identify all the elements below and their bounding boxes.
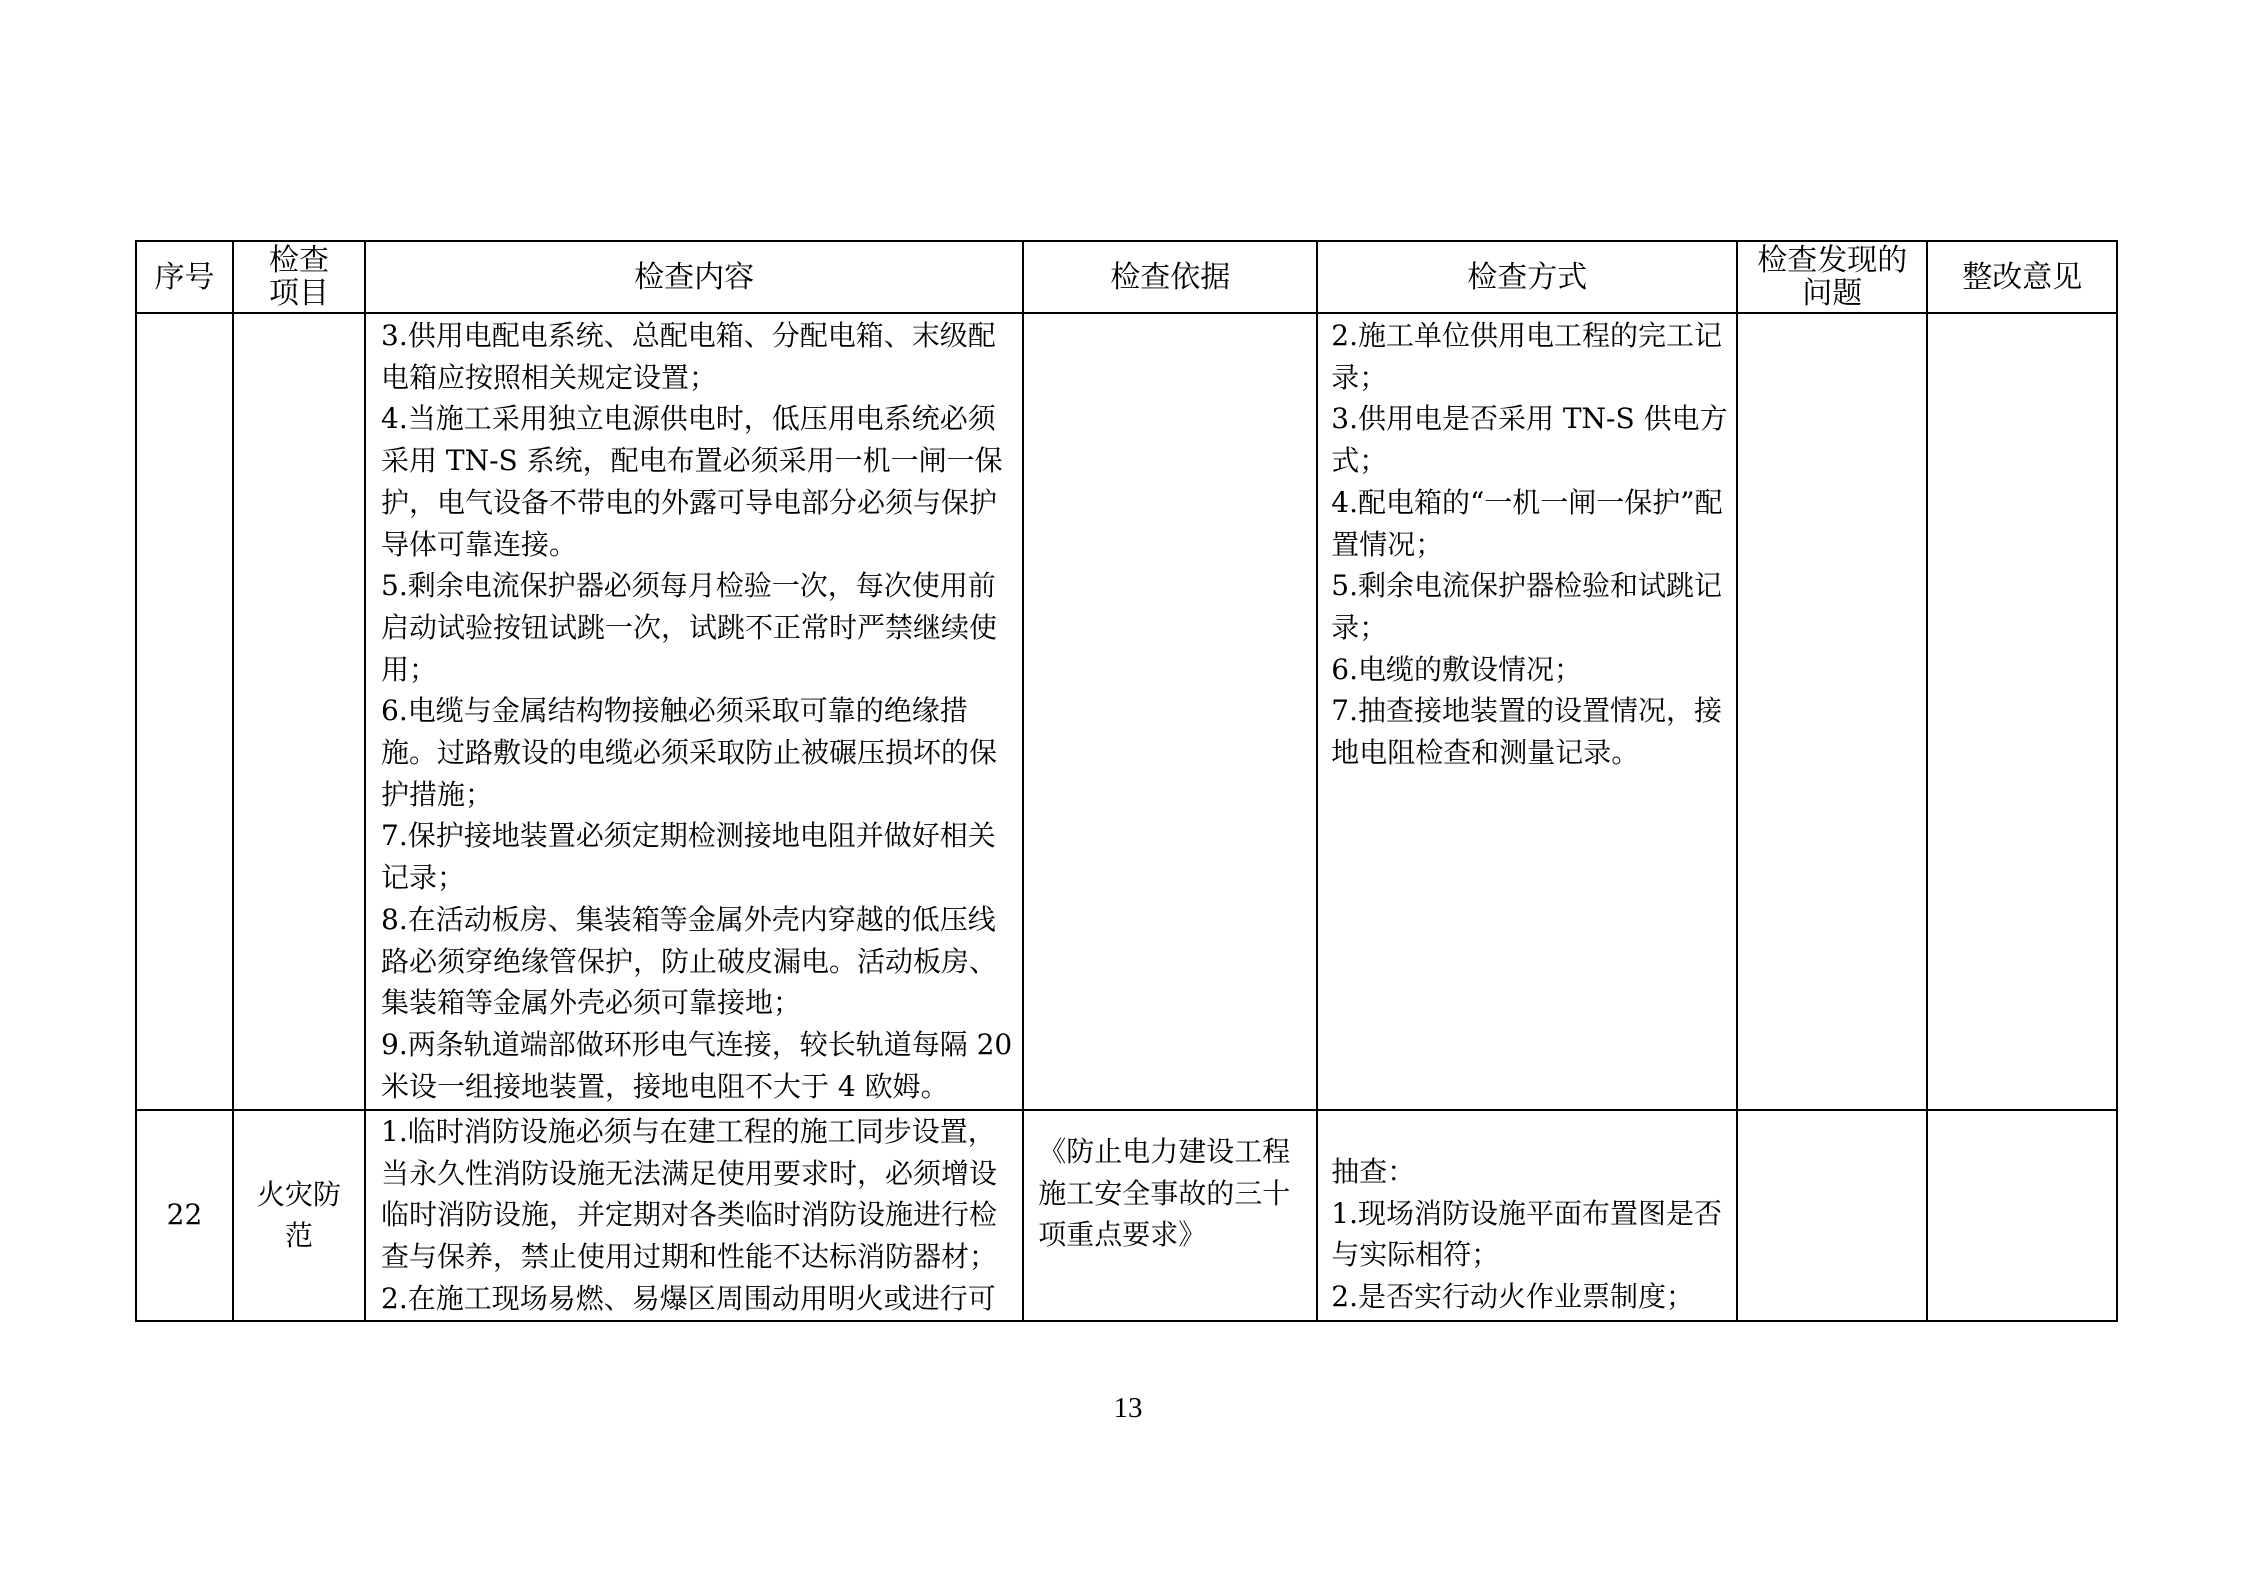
table-row [136, 1110, 2117, 1321]
text-line: 护措施； [381, 777, 494, 811]
text-line: 抽查： [1331, 1155, 1416, 1188]
page-number: 13 [1113, 1392, 1143, 1424]
text-line: 米设一组接地装置，接地电阻不大于 4 欧姆。 [381, 1069, 949, 1103]
text-line: 4.配电箱的“一机一闸一保护”配 [1331, 485, 1723, 519]
cell-rectification [1927, 1110, 2117, 1321]
cell-content [365, 313, 1023, 1110]
cell-method [1317, 313, 1737, 1110]
text-line: 1.现场消防设施平面布置图是否 [1331, 1196, 1722, 1230]
text-line: 5.剩余电流保护器检验和试跳记 [1331, 569, 1722, 603]
text-line: 查与保养，禁止使用过期和性能不达标消防器材； [381, 1240, 998, 1274]
text-line: 3.供用电是否采用 TN-S 供电方 [1331, 402, 1728, 436]
text-line: 录； [1331, 360, 1388, 394]
text-line: 2.在施工现场易燃、易爆区周围动用明火或进行可 [381, 1281, 996, 1315]
cell-content [365, 1110, 1023, 1321]
header-line: 检查 [269, 243, 329, 278]
header-line: 问题 [1802, 276, 1863, 311]
text-line: 用； [381, 652, 438, 686]
header-inspection-content: 检查内容 [365, 241, 1023, 313]
text-line: 6.电缆的敷设情况； [1331, 652, 1582, 686]
cell-rectification [1927, 313, 2117, 1110]
text-line: 3.供用电配电系统、总配电箱、分配电箱、末级配 [381, 319, 996, 352]
table-row [136, 313, 2117, 1110]
text-line: 6.电缆与金属结构物接触必须采取可靠的绝缘措 [381, 694, 968, 728]
text-line: 当永久性消防设施无法满足使用要求时，必须增设 [381, 1156, 998, 1190]
header-findings [1737, 241, 1927, 313]
text-line: 式； [1331, 444, 1388, 478]
cell-findings [1737, 313, 1927, 1110]
header-inspection-item [233, 241, 365, 313]
text-line: 项重点要求》 [1038, 1218, 1207, 1252]
table-header-row [136, 241, 2117, 313]
text-line: 护，电气设备不带电的外露可导电部分必须与保护 [381, 485, 998, 519]
text-line: 施。过路敷设的电缆必须采取防止被碾压损坏的保 [381, 736, 998, 770]
text-line: 《防止电力建设工程 [1038, 1135, 1291, 1168]
text-line: 记录； [381, 861, 466, 895]
text-line: 2.施工单位供用电工程的完工记 [1331, 319, 1722, 352]
text-line: 导体可靠连接。 [381, 527, 578, 561]
inspection-table [135, 240, 2118, 1322]
cell-basis [1023, 313, 1317, 1110]
text-line: 9.两条轨道端部做环形电气连接，较长轨道每隔 20 [381, 1027, 1013, 1061]
text-line: 临时消防设施，并定期对各类临时消防设施进行检 [381, 1198, 998, 1232]
text-line: 地电阻检查和测量记录。 [1331, 736, 1640, 770]
header-inspection-method: 检查方式 [1317, 241, 1737, 313]
text-line: 采用 TN-S 系统，配电布置必须采用一机一闸一保 [381, 444, 1003, 478]
text-line: 范 [284, 1219, 313, 1253]
cell-findings [1737, 1110, 1927, 1321]
cell-basis [1023, 1110, 1317, 1321]
cell-item [233, 313, 365, 1110]
text-line: 录； [1331, 610, 1388, 644]
text-line: 2.是否实行动火作业票制度； [1331, 1280, 1694, 1314]
header-serial-no: 序号 [136, 241, 233, 313]
header-line: 检查发现的 [1757, 243, 1908, 278]
text-line: 集装箱等金属外壳必须可靠接地； [381, 986, 802, 1020]
text-line: 火灾防 [256, 1177, 341, 1211]
text-line: 7.保护接地装置必须定期检测接地电阻并做好相关 [381, 819, 996, 853]
text-line: 启动试验按钮试跳一次，试跳不正常时严禁继续使 [381, 610, 998, 644]
text-line: 电箱应按照相关规定设置； [381, 360, 718, 394]
text-line: 4.当施工采用独立电源供电时，低压用电系统必须 [381, 402, 996, 436]
text-line: 8.在活动板房、集装箱等金属外壳内穿越的低压线 [381, 902, 996, 936]
cell-method [1317, 1110, 1737, 1321]
header-line: 项目 [269, 276, 329, 311]
header-rectification: 整改意见 [1927, 241, 2117, 313]
cell-serial-no: 22 [136, 1110, 233, 1321]
text-line: 7.抽查接地装置的设置情况，接 [1331, 694, 1722, 728]
cell-serial-no [136, 313, 233, 1110]
text-line: 5.剩余电流保护器必须每月检验一次，每次使用前 [381, 569, 996, 603]
text-line: 与实际相符； [1331, 1238, 1500, 1272]
cell-item [233, 1110, 365, 1321]
text-line: 1.临时消防设施必须与在建工程的施工同步设置， [381, 1115, 996, 1148]
text-line: 置情况； [1331, 527, 1444, 561]
text-line: 施工安全事故的三十 [1038, 1176, 1291, 1210]
text-line: 路必须穿绝缘管保护，防止破皮漏电。活动板房、 [381, 944, 998, 978]
header-inspection-basis: 检查依据 [1023, 241, 1317, 313]
